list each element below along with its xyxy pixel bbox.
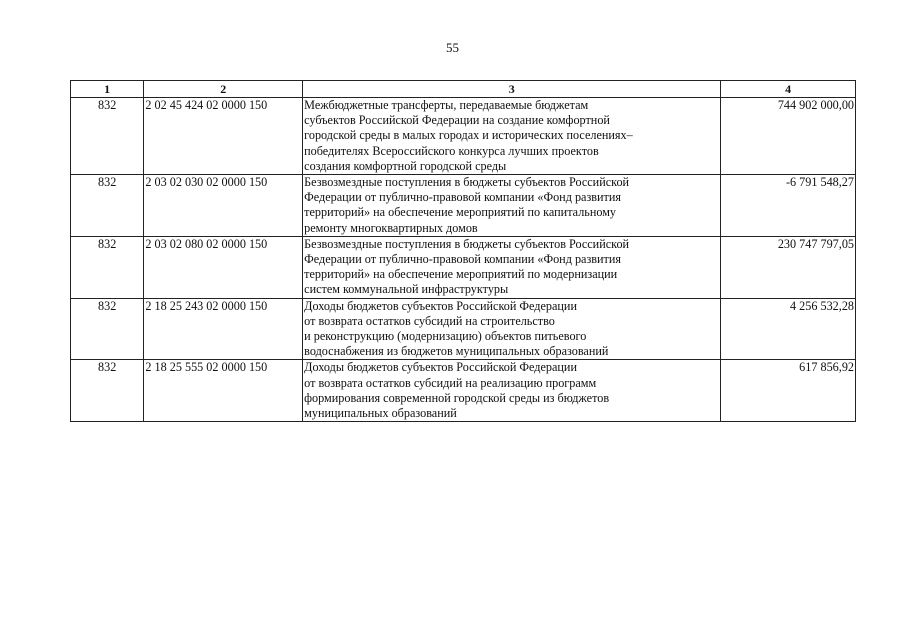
revenue-name-line: водоснабжения из бюджетов муниципальных образований xyxy=(304,344,609,359)
header-row xyxy=(71,81,856,98)
revenue-name-line: Доходы бюджетов субъектов Российской Федерации xyxy=(304,298,577,313)
table-header xyxy=(71,81,856,98)
revenue-name-cell xyxy=(303,360,721,422)
revenue-name-line: городской среды в малых городах и исторических поселениях– xyxy=(304,128,633,143)
revenue-name-line: муниципальных образований xyxy=(304,406,457,421)
budget-code-cell: 2 03 02 030 02 0000 150 xyxy=(144,175,303,237)
admin-code-cell: 832 xyxy=(71,98,144,175)
table-body xyxy=(71,98,856,422)
amount-cell: -6 791 548,27 xyxy=(721,175,856,237)
revenue-name-line: от возврата остатков субсидий на строительство xyxy=(304,313,555,328)
revenue-name-cell xyxy=(303,175,721,237)
amount-cell: 744 902 000,00 xyxy=(721,98,856,175)
revenue-name-line: Доходы бюджетов субъектов Российской Федерации xyxy=(304,360,577,375)
budget-code-cell: 2 18 25 555 02 0000 150 xyxy=(144,360,303,422)
revenue-name-cell xyxy=(303,98,721,175)
revenue-name-line: территорий» на обеспечение мероприятий по модернизации xyxy=(304,267,618,282)
budget-code-cell: 2 03 02 080 02 0000 150 xyxy=(144,236,303,298)
admin-code-cell: 832 xyxy=(71,236,144,298)
revenue-name-line: ремонту многоквартирных домов xyxy=(304,220,478,235)
revenue-name-line: субъектов Российской Федерации на создание комфортной xyxy=(304,113,610,128)
header-col-1: 1 xyxy=(71,81,144,98)
revenue-name-line: создания комфортной городской среды xyxy=(304,158,507,173)
table-row xyxy=(71,236,856,298)
revenue-name-cell xyxy=(303,236,721,298)
amount-cell: 230 747 797,05 xyxy=(721,236,856,298)
budget-revenue-table xyxy=(70,80,856,422)
revenue-name-line: Федерации от публично-правовой компании «Фонд развития xyxy=(304,190,622,205)
table-row xyxy=(71,360,856,422)
admin-code-cell: 832 xyxy=(71,175,144,237)
admin-code-cell: 832 xyxy=(71,298,144,360)
revenue-name-line: территорий» на обеспечение мероприятий по капитальному xyxy=(304,205,617,220)
table-row xyxy=(71,175,856,237)
amount-cell: 617 856,92 xyxy=(721,360,856,422)
budget-code-cell: 2 18 25 243 02 0000 150 xyxy=(144,298,303,360)
header-col-2: 2 xyxy=(144,81,303,98)
budget-code-cell: 2 02 45 424 02 0000 150 xyxy=(144,98,303,175)
revenue-name-line: от возврата остатков субсидий на реализацию программ xyxy=(304,375,597,390)
revenue-name-line: Федерации от публично-правовой компании «Фонд развития xyxy=(304,252,622,267)
revenue-name-line: победителях Всероссийского конкурса лучших проектов xyxy=(304,143,599,158)
amount-cell: 4 256 532,28 xyxy=(721,298,856,360)
revenue-name-line: формирования современной городской среды из бюджетов xyxy=(304,390,610,405)
table-row xyxy=(71,98,856,175)
revenue-name-line: систем коммунальной инфраструктуры xyxy=(304,282,509,297)
revenue-name-line: и реконструкцию (модернизацию) объектов питьевого xyxy=(304,329,587,344)
page-number: 55 xyxy=(446,40,459,55)
revenue-name-line: Межбюджетные трансферты, передаваемые бюджетам xyxy=(304,98,589,112)
revenue-name-line: Безвозмездные поступления в бюджеты субъектов Российской xyxy=(304,236,630,251)
table-row xyxy=(71,298,856,360)
revenue-name-line: Безвозмездные поступления в бюджеты субъектов Российской xyxy=(304,175,630,190)
header-col-4: 4 xyxy=(721,81,856,98)
header-col-3: 3 xyxy=(303,81,721,98)
revenue-name-cell xyxy=(303,298,721,360)
admin-code-cell: 832 xyxy=(71,360,144,422)
